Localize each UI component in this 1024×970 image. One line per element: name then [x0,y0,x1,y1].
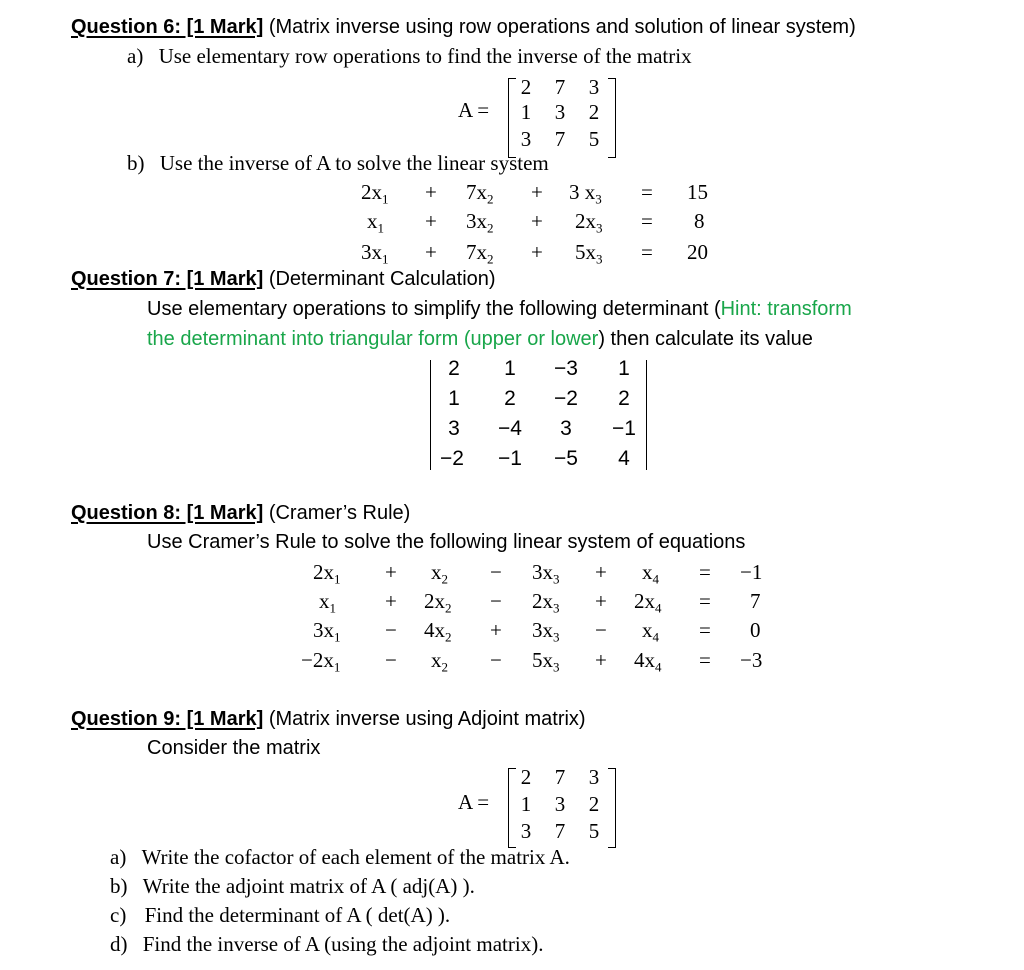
equation-rhs: 8 [694,209,705,233]
q9-item-label: d) [110,932,128,956]
matrix-cell: 2 [588,792,600,816]
determinant-cell: 2 [448,357,460,380]
q9-right-bracket [608,768,616,848]
q9-item-text: Find the inverse of A (using the adjoint matrix). [142,932,544,956]
q6-subtitle: (Matrix inverse using row operations and solution of linear system) [268,16,856,38]
equation-operator: + [385,560,397,584]
equation-operator: + [531,180,543,204]
determinant-cell: −2 [554,387,578,410]
q9-item-b [110,874,475,899]
equation-term: $5x_3$ [575,240,603,267]
equation-equals: = [699,648,711,672]
equation-term: $3x_2$ [466,209,494,236]
equation-rhs: 15 [687,180,708,204]
equation-operator: + [595,648,607,672]
q6-right-bracket [608,78,616,158]
equation-operator: + [531,209,543,233]
equation-operator: − [385,618,397,642]
q9-text: Consider the matrix [147,737,321,759]
equation-term: $x_1$ [319,589,337,616]
determinant-cell: 1 [504,357,516,380]
determinant-cell: −1 [612,417,636,440]
equation-operator: + [385,589,397,613]
matrix-cell: 2 [520,75,532,99]
determinant-cell: −2 [440,447,464,470]
matrix-cell: 7 [554,75,566,99]
equation-equals: = [699,589,711,613]
equation-term: $2x_3$ [532,589,560,616]
determinant-cell: −5 [554,447,578,470]
q9-heading [71,708,586,731]
matrix-cell: 1 [520,792,532,816]
q7-hint-line2: the determinant into triangular form (upper or lower [147,328,599,350]
equation-operator: + [595,589,607,613]
q8-heading [71,502,410,525]
q7-text-line1 [147,298,852,321]
equation-rhs: 20 [687,240,708,264]
matrix-cell: 3 [520,819,532,843]
q9-item-label: b) [110,874,128,898]
q7-heading [71,268,496,291]
q9-title: Question 9: [1 Mark] [71,708,264,730]
q8-subtitle: (Cramer’s Rule) [268,502,411,524]
equation-operator: + [425,240,437,264]
equation-term: $x_2$ [431,648,449,675]
matrix-cell: 7 [554,765,566,789]
equation-rhs: 0 [750,618,761,642]
q6-a-label: a) [127,44,144,68]
q9-item-text: Find the determinant of A ( det(A) ). [144,903,451,927]
matrix-cell: 5 [588,819,600,843]
determinant-cell: 3 [560,417,572,440]
q7-subtitle: (Determinant Calculation) [268,268,496,290]
determinant-cell: 1 [618,357,630,380]
q9-subtitle: (Matrix inverse using Adjoint matrix) [268,708,586,730]
determinant-left-bar [430,360,431,470]
equation-rhs: −3 [740,648,763,672]
matrix-cell: 3 [554,792,566,816]
equation-term: $4x_4$ [634,648,662,675]
determinant-cell: 2 [618,387,630,410]
equation-operator: − [595,618,607,642]
equation-term: 3 $x_3$ [569,180,602,207]
equation-term: $2x_2$ [424,589,452,616]
equation-operator: − [490,648,502,672]
determinant-right-bar [646,360,647,470]
equation-term: $7x_2$ [466,240,494,267]
matrix-cell: 7 [554,127,566,151]
determinant-cell: 2 [504,387,516,410]
determinant-cell: −4 [498,417,522,440]
q7-hint-line1: Hint: transform [720,298,852,320]
matrix-cell: 2 [520,765,532,789]
equation-equals: = [641,240,653,264]
matrix-cell: 3 [588,765,600,789]
equation-term: $x_2$ [431,560,449,587]
equation-term: $3x_1$ [361,240,389,267]
equation-term: $2x_3$ [575,209,603,236]
q9-item-a [110,845,570,870]
q9-item-text: Write the adjoint matrix of A ( adj(A) ). [142,874,475,898]
q9-item-label: a) [110,845,127,869]
equation-term: $2x_4$ [634,589,662,616]
matrix-cell: 3 [520,127,532,151]
equation-rhs: 7 [750,589,761,613]
equation-term: $-2x_1$ [301,648,341,675]
q8-text: Use Cramer’s Rule to solve the following linear system of equations [147,531,746,553]
determinant-cell: −1 [498,447,522,470]
determinant-cell: 3 [448,417,460,440]
equation-operator: + [425,209,437,233]
q6-heading [71,16,856,39]
q6-a-text: Use elementary row operations to find the inverse of the matrix [158,44,692,68]
equation-term: $x_1$ [367,209,385,236]
equation-equals: = [641,180,653,204]
equation-operator: + [595,560,607,584]
matrix-cell: 7 [554,819,566,843]
q6-b-label: b) [127,151,145,175]
q6-matrix-label: A = [458,98,490,122]
equation-operator: + [425,180,437,204]
equation-equals: = [699,618,711,642]
equation-term: $x_4$ [642,560,660,587]
determinant-cell: 1 [448,387,460,410]
equation-term: $3x_1$ [313,618,341,645]
equation-operator: + [531,240,543,264]
equation-equals: = [641,209,653,233]
q7-title: Question 7: [1 Mark] [71,268,264,290]
q9-item-c [110,903,450,928]
equation-term: $5x_3$ [532,648,560,675]
equation-term: $2x_1$ [313,560,341,587]
q8-title: Question 8: [1 Mark] [71,502,264,524]
q9-matrix-label: A = [458,790,490,814]
equation-operator: − [490,589,502,613]
determinant-cell: −3 [554,357,578,380]
q7-text-line2 [147,328,813,351]
matrix-cell: 1 [520,100,532,124]
q6-title: Question 6: [1 Mark] [71,16,264,38]
equation-operator: − [490,560,502,584]
matrix-cell: 3 [588,75,600,99]
equation-term: $7x_2$ [466,180,494,207]
matrix-cell: 3 [554,100,566,124]
matrix-cell: 2 [588,100,600,124]
equation-term: $4x_2$ [424,618,452,645]
equation-operator: + [490,618,502,642]
q9-item-label: c) [110,903,127,927]
q7-text-post: ) then calculate its value [598,328,813,350]
equation-rhs: −1 [740,560,763,584]
q9-item-text: Write the cofactor of each element of the matrix A. [141,845,570,869]
q9-item-d [110,932,543,957]
equation-equals: = [699,560,711,584]
equation-operator: − [385,648,397,672]
q7-text-pre: Use elementary operations to simplify the following determinant ( [147,298,721,320]
determinant-cell: 4 [618,447,630,470]
equation-term: $3x_3$ [532,618,560,645]
q6-part-a [127,44,692,69]
q6-b-text: Use the inverse of A to solve the linear system [159,151,549,175]
q6-part-b [127,151,549,176]
equation-term: $x_4$ [642,618,660,645]
matrix-cell: 5 [588,127,600,151]
equation-term: $2x_1$ [361,180,389,207]
equation-term: $3x_3$ [532,560,560,587]
